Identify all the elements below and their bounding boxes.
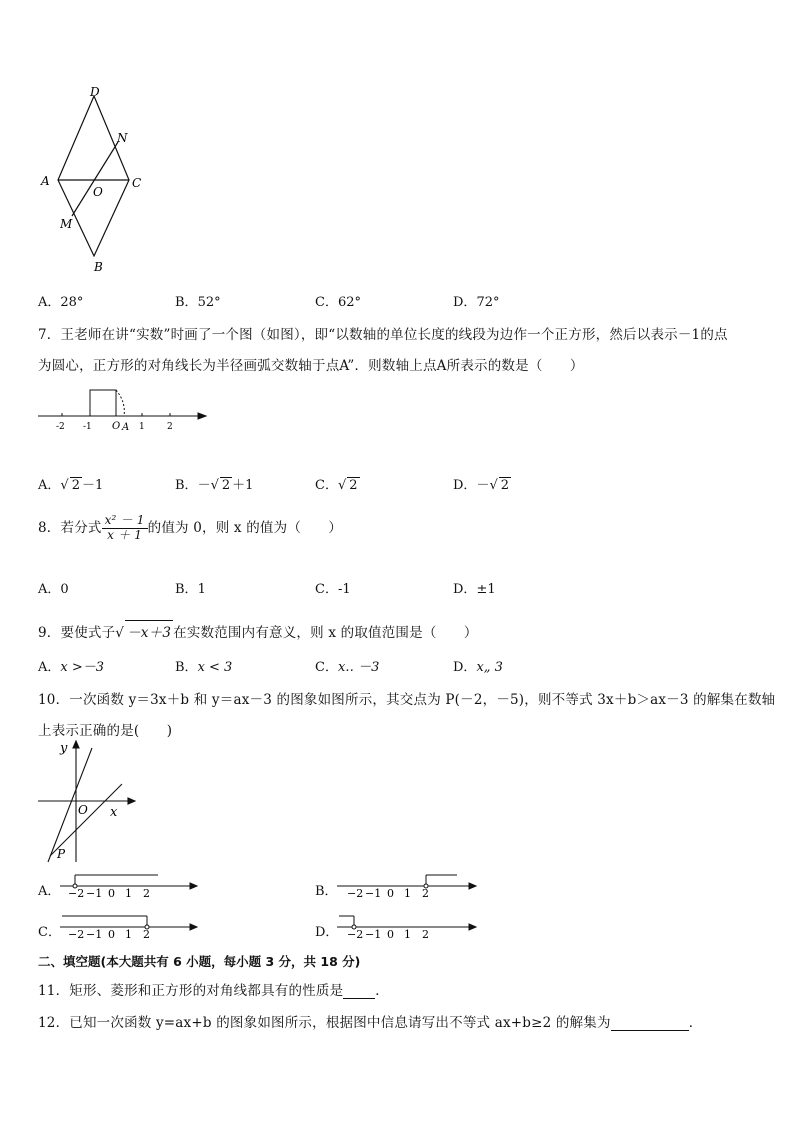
- svg-text:1: 1: [125, 887, 132, 900]
- q10-function-graph: [36, 740, 136, 866]
- q9-option-a: A．x >－3: [38, 660, 105, 675]
- svg-text:1: 1: [404, 928, 411, 941]
- q9-option-c: C．x‥ －3: [315, 660, 380, 675]
- q10-option-b: B．: [315, 884, 338, 899]
- svg-text:2: 2: [143, 887, 150, 900]
- svg-text:0: 0: [387, 928, 394, 941]
- svg-text:−2: −2: [347, 887, 364, 900]
- q6-option-b: B．52°: [175, 295, 221, 310]
- q9-option-d: D．x„ 3: [453, 660, 503, 675]
- q9-question: 9．要使式子√ －x＋3 在实数范围内有意义，则 x 的取值范围是（ ）: [38, 620, 478, 641]
- q11-answer-blank[interactable]: [343, 984, 375, 999]
- q8-option-a: A．0: [38, 582, 69, 597]
- tick-neg1: -1: [83, 422, 92, 432]
- svg-text:−2: −2: [68, 887, 85, 900]
- q12-answer-blank[interactable]: [611, 1016, 689, 1031]
- q8-option-c: C．-1: [315, 582, 351, 597]
- svg-text:2: 2: [422, 928, 429, 941]
- svg-text:0: 0: [108, 887, 115, 900]
- label-d: D: [90, 85, 100, 99]
- label-b: B: [94, 260, 103, 274]
- q8-option-b: B．1: [175, 582, 206, 597]
- rhombus-figure: [34, 84, 154, 276]
- q7-option-b: B．－√ 2 ＋1: [175, 478, 254, 493]
- q7-line2: 为圆心，正方形的对角线长为半径画弧交数轴于点A”．则数轴上点A所表示的数是（ ）: [38, 358, 584, 374]
- svg-text:1: 1: [125, 928, 132, 941]
- label-m: M: [60, 217, 73, 231]
- graph-label-y: y: [60, 741, 68, 756]
- graph-label-x: x: [110, 805, 118, 820]
- q6-option-d: D．72°: [453, 295, 500, 310]
- q6-option-a: A．28°: [38, 295, 84, 310]
- q10-line1: 10．一次函数 y＝3x＋b 和 y＝ax－3 的图象如图所示，其交点为 P(－2，－5)，则不等式 3x＋b＞ax－3 的解集在数轴: [38, 692, 776, 708]
- svg-text:−2: −2: [347, 928, 364, 941]
- q11-question: 11．矩形、菱形和正方形的对角线都具有的性质是 ．: [38, 983, 389, 999]
- svg-text:1: 1: [404, 887, 411, 900]
- svg-text:2: 2: [143, 928, 150, 941]
- label-c: C: [132, 176, 142, 190]
- label-o: O: [93, 185, 103, 199]
- q6-option-c: C．62°: [315, 295, 361, 310]
- graph-label-p: P: [57, 847, 66, 861]
- svg-text:−2: −2: [68, 928, 85, 941]
- tick-neg2: -2: [56, 422, 65, 432]
- svg-text:−1: −1: [365, 887, 382, 900]
- section-heading-fill-blank: 二、填空题(本大题共有 6 小题，每小题 3 分，共 18 分): [38, 954, 361, 969]
- q10-line2: 上表示正确的是( ): [38, 723, 173, 739]
- q10-option-a-numberline: [60, 872, 200, 900]
- q10-option-d: D．: [315, 925, 339, 940]
- q10-option-a: A．: [38, 884, 61, 899]
- q7-option-d: D．－√ 2: [453, 478, 510, 493]
- svg-text:−1: −1: [86, 928, 103, 941]
- q10-option-b-numberline: [337, 872, 479, 900]
- tick-o: O: [112, 421, 121, 432]
- q7-line1: 7．王老师在讲“实数”时画了一个图（如图），即“以数轴的单位长度的线段为边作一个正方形，然后以表示－1的点: [38, 327, 728, 343]
- q7-number-line: [36, 384, 208, 434]
- tick-a: A: [122, 422, 130, 433]
- q10-option-d-numberline: [337, 913, 479, 941]
- svg-text:2: 2: [422, 887, 429, 900]
- tick-2: 2: [167, 422, 173, 432]
- label-a: A: [41, 174, 50, 188]
- svg-text:0: 0: [108, 928, 115, 941]
- graph-label-o: O: [78, 803, 88, 817]
- q8-fraction: $\frac{\text{x² － 1}}{x + 1}$: [102, 514, 148, 543]
- q9-option-b: B．x < 3: [175, 660, 233, 675]
- q8-option-d: D．±1: [453, 582, 496, 597]
- svg-text:−1: −1: [365, 928, 382, 941]
- label-n: N: [117, 131, 128, 145]
- svg-text:0: 0: [387, 887, 394, 900]
- q12-question: 12．已知一次函数 y=ax+b 的图象如图所示，根据图中信息请写出不等式 ax+b≥2 的解集为 ．: [38, 1015, 703, 1031]
- tick-1: 1: [139, 422, 145, 432]
- svg-text:−1: −1: [86, 887, 103, 900]
- q10-option-c: C．: [38, 925, 61, 940]
- q7-option-a: A．√ 2 －1: [38, 478, 104, 493]
- q7-option-c: C．√ 2: [315, 478, 358, 493]
- q10-option-c-numberline: [60, 913, 200, 941]
- q8-question: 8．若分式 $\frac{\text{x² － 1}}{x + 1}$ 的值为 0，则 x 的值为（ ）: [38, 513, 343, 542]
